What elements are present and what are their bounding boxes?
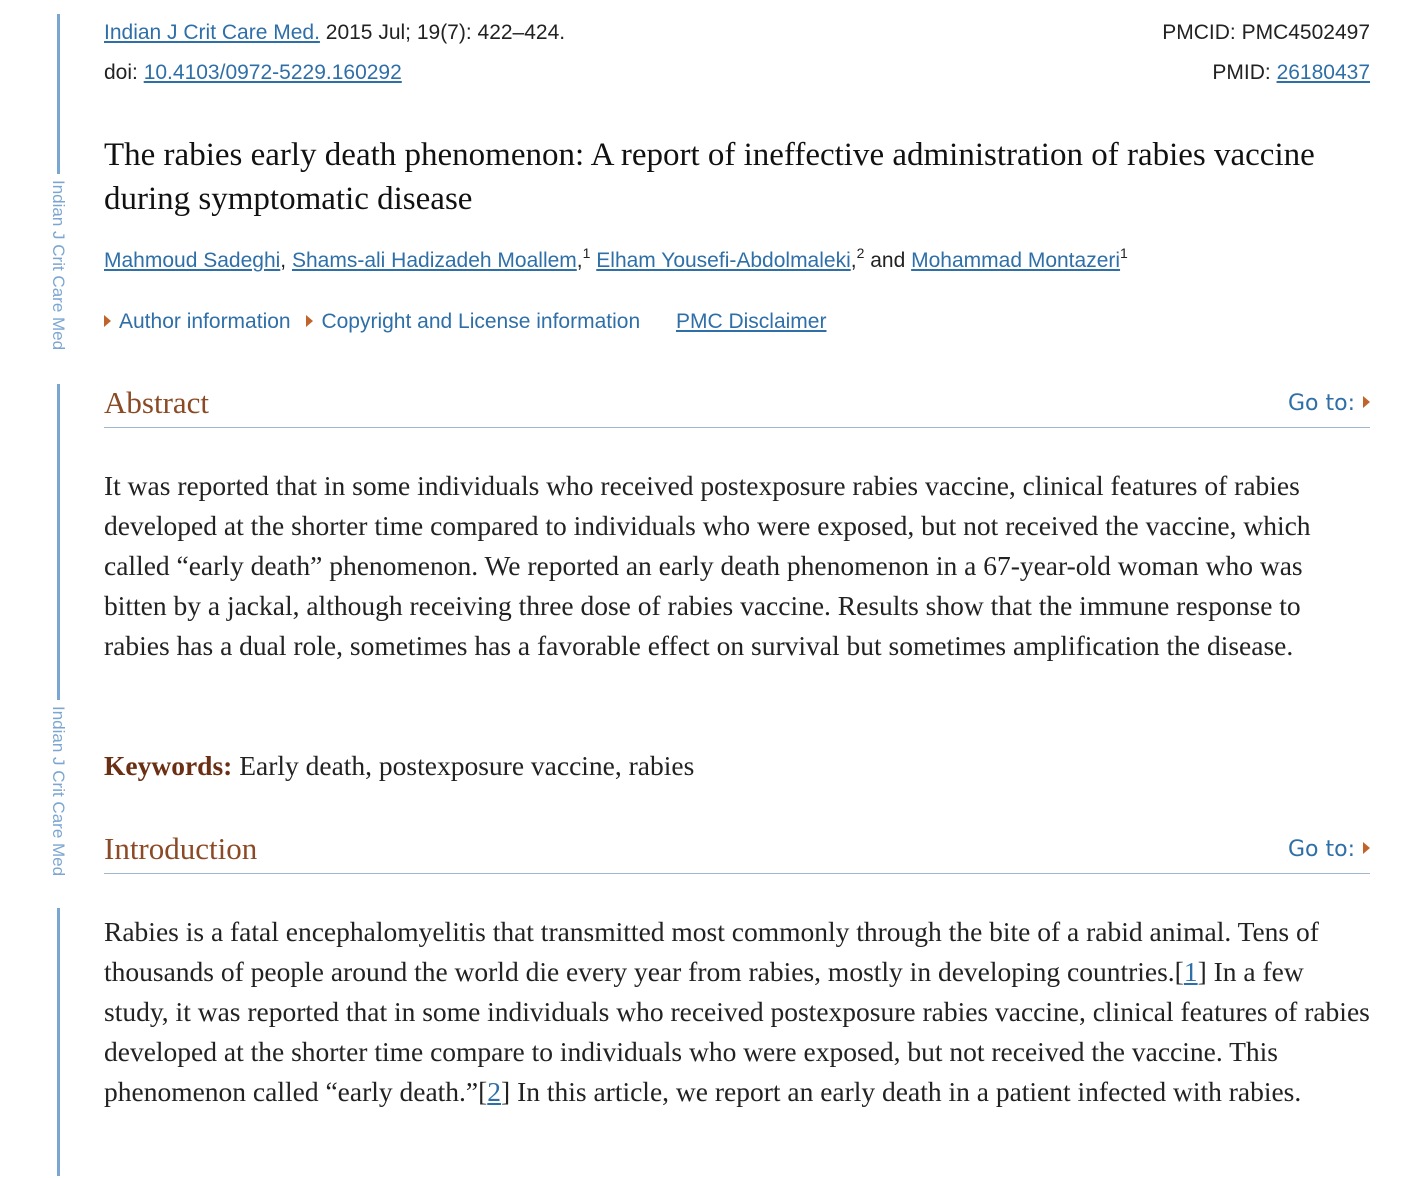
abstract-section-header bbox=[104, 383, 1370, 428]
copyright-license-label: Copyright and License information bbox=[321, 310, 641, 333]
author-link[interactable]: Shams-ali Hadizadeh Moallem bbox=[291, 249, 577, 272]
abstract-paragraph: It was reported that in some individuals who received postexposure rabies vaccine, clinical features of rabies developed at the shorter time compared to individuals who were exposed, but not received the vaccine, which called “early death” phenomenon. We reported an early death phenomenon in a 67-year-old woman who was bitten by a jackal, although receiving three dose of rabies vaccine. Results show that the immune response to rabies has a dual role, sometimes has a favorable effect on survival but sometimes amplification the disease. bbox=[104, 470, 1311, 661]
expand-triangle-icon bbox=[306, 315, 313, 327]
keywords-line bbox=[104, 746, 694, 786]
author-separator: , bbox=[850, 249, 857, 272]
author-link[interactable]: Elham Yousefi-Abdolmaleki bbox=[596, 249, 851, 272]
reference-link[interactable]: 1 bbox=[1183, 956, 1198, 987]
journal-rail-label-top[interactable]: Indian J Crit Care Med bbox=[49, 180, 68, 351]
keywords-label: Keywords: bbox=[104, 750, 233, 781]
pmcid-label: PMCID: bbox=[1162, 21, 1236, 44]
goto-arrow-icon bbox=[1363, 396, 1370, 408]
journal-rail-line-middle bbox=[57, 384, 60, 700]
introduction-heading: Introduction bbox=[104, 831, 258, 866]
abstract-goto-button[interactable] bbox=[1288, 391, 1370, 416]
pmc-disclaimer-link[interactable]: PMC Disclaimer bbox=[675, 310, 827, 333]
affiliation-superscript: 2 bbox=[856, 245, 865, 261]
article-info-links bbox=[104, 308, 826, 336]
introduction-text: ] In a few study, it was reported that in some individuals who received postexposure rabies vaccine, clinical features of rabies developed at the shorter time compare to individuals who were exposed, but not received the vaccine. This phenomenon called “early death.”[ bbox=[104, 956, 1370, 1107]
journal-rail-label-bottom[interactable]: Indian J Crit Care Med bbox=[49, 706, 68, 877]
author-and: and bbox=[870, 249, 906, 272]
reference-link[interactable]: 2 bbox=[487, 1076, 502, 1107]
journal-issue: 2015 Jul; 19(7): 422–424. bbox=[325, 21, 566, 44]
article-title: The rabies early death phenomenon: A report of ineffective administration of rabies vaccine during symptomatic disease bbox=[104, 137, 1315, 217]
author-information-label: Author information bbox=[119, 310, 291, 333]
abstract-heading: Abstract bbox=[104, 385, 210, 420]
pmid-label: PMID: bbox=[1212, 61, 1271, 84]
goto-label: Go to: bbox=[1288, 837, 1355, 862]
goto-label: Go to: bbox=[1288, 391, 1355, 416]
copyright-license-toggle[interactable] bbox=[306, 310, 640, 333]
journal-rail-line-top bbox=[57, 14, 60, 174]
author-link[interactable]: Mohammad Montazeri bbox=[911, 249, 1121, 272]
journal-rail-line-bottom bbox=[57, 908, 60, 1176]
introduction-section-header bbox=[104, 829, 1370, 874]
author-link[interactable]: Mahmoud Sadeghi bbox=[104, 249, 281, 272]
pmcid-value: PMC4502497 bbox=[1241, 21, 1370, 44]
introduction-text: Rabies is a fatal encephalomyelitis that transmitted most commonly through the bite of a rabid animal. Tens of thousands of people around the world die every year from rabies, mostly in developing countries.[ bbox=[104, 916, 1319, 987]
introduction-paragraph bbox=[104, 912, 1370, 1112]
author-separator: , bbox=[280, 249, 287, 272]
introduction-text: ] In this article, we report an early death in a patient infected with rabies. bbox=[501, 1076, 1302, 1107]
introduction-goto-button[interactable] bbox=[1288, 837, 1370, 862]
pmid-link[interactable]: 26180437 bbox=[1276, 61, 1370, 84]
expand-triangle-icon bbox=[104, 315, 111, 327]
goto-arrow-icon bbox=[1363, 842, 1370, 854]
identifier-row bbox=[104, 60, 1370, 86]
doi-label: doi: bbox=[104, 61, 138, 84]
author-separator: , bbox=[576, 249, 583, 272]
journal-link[interactable]: Indian J Crit Care Med. bbox=[104, 21, 320, 44]
doi-link[interactable]: 10.4103/0972-5229.160292 bbox=[143, 61, 402, 84]
affiliation-superscript: 1 bbox=[582, 245, 591, 261]
keywords-text: Early death, postexposure vaccine, rabies bbox=[239, 750, 695, 781]
author-list bbox=[104, 246, 1128, 276]
citation-row bbox=[104, 20, 1370, 46]
author-information-toggle[interactable] bbox=[104, 310, 291, 333]
affiliation-superscript: 1 bbox=[1120, 245, 1128, 261]
